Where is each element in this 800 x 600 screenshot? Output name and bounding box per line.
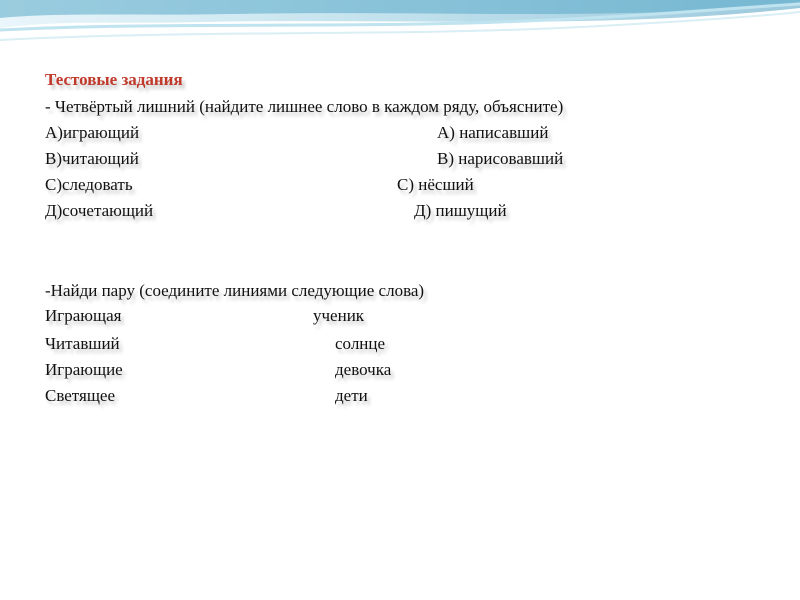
task2-left-item: Читавший	[45, 334, 120, 353]
task1-right-item: С) нёсший	[397, 175, 474, 194]
header-wave-decoration	[0, 0, 800, 70]
task1-right-item: В) нарисовавший	[437, 149, 564, 168]
task2-right-item: девочка	[335, 360, 392, 379]
task1-heading: - Четвёртый лишний (найдите лишнее слово в каждом ряду, объясните)	[45, 97, 564, 116]
task2-heading: -Найди пару (соедините линиями следующие слова)	[45, 281, 425, 300]
task1-left-item: С)следовать	[45, 175, 133, 194]
task2-right-item: ученик	[313, 306, 365, 325]
task1-right-item: А) написавший	[437, 123, 549, 142]
task1-left-item: А)играющий	[45, 123, 140, 142]
task2-left-item: Играющая	[45, 306, 122, 325]
task1-left-item: Д)сочетающий	[45, 201, 154, 220]
task1-left-item: В)читающий	[45, 149, 139, 168]
task2-left-item: Играющие	[45, 360, 123, 379]
task2-right-item: дети	[335, 386, 368, 405]
slide-title: Тестовые задания	[45, 70, 183, 89]
task2-right-item: солнце	[335, 334, 386, 353]
task2-left-item: Светящее	[45, 386, 116, 405]
task1-right-item: Д) пишущий	[414, 201, 507, 220]
